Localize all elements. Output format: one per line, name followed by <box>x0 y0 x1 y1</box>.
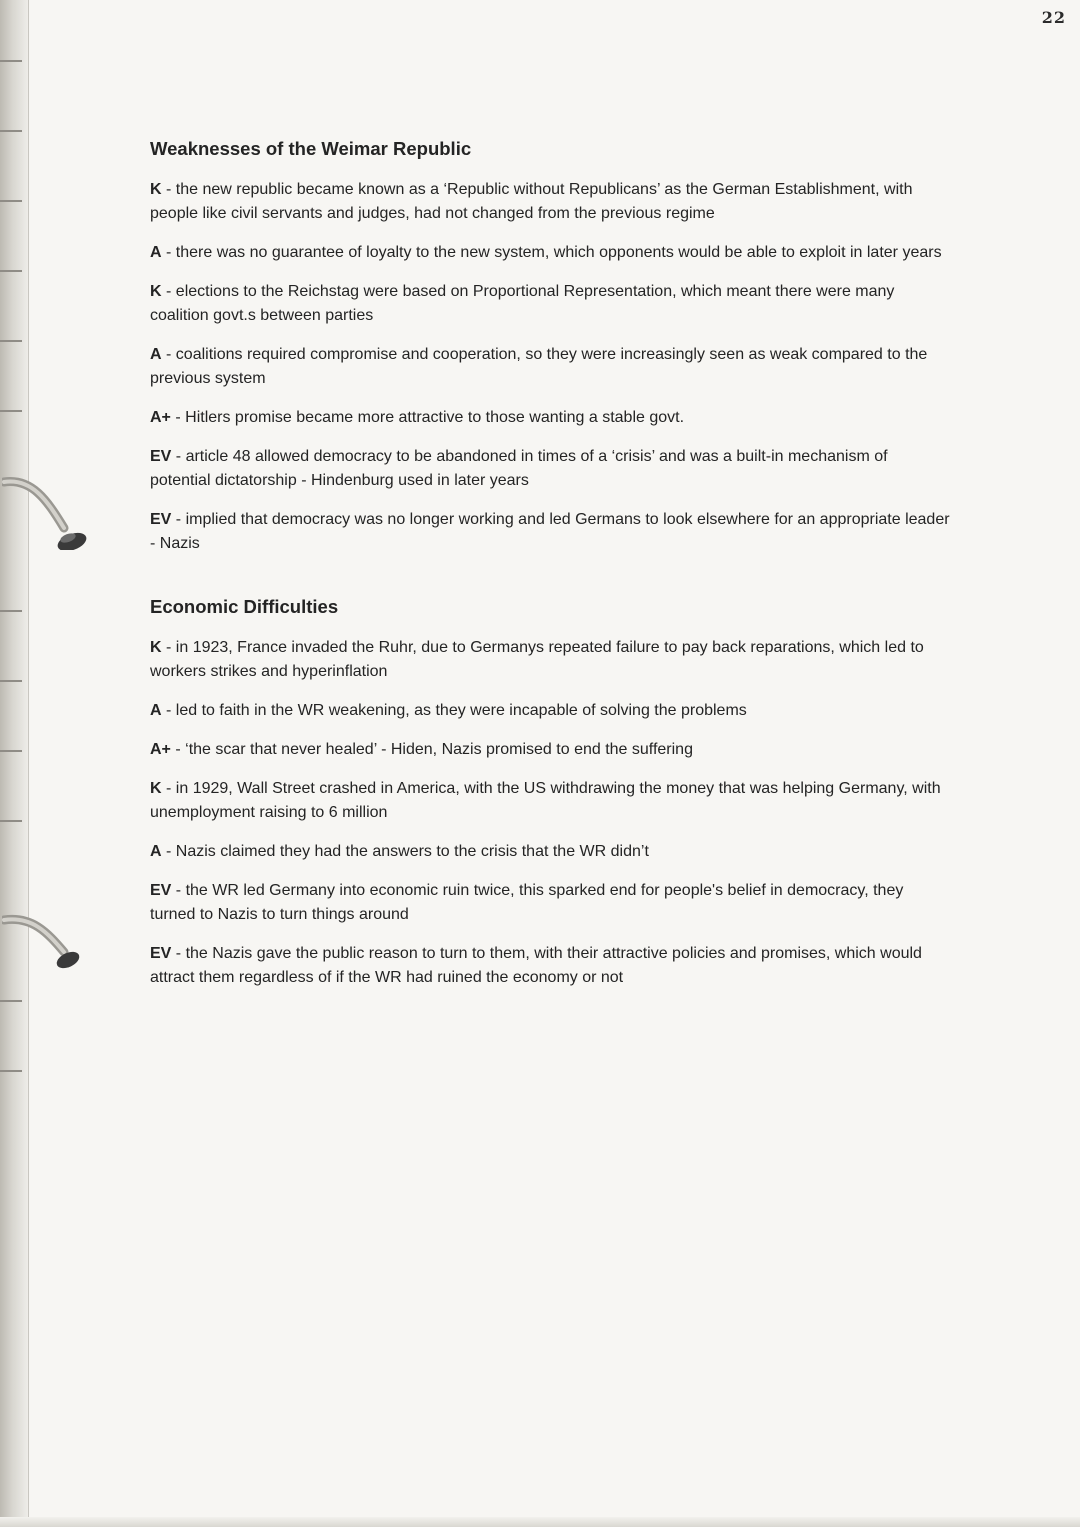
note-point <box>150 280 950 328</box>
note-tag: K <box>150 780 162 797</box>
note-tag: K <box>150 181 162 198</box>
note-point <box>150 738 950 762</box>
note-text: - the Nazis gave the public reason to turn to them, with their attractive policies and promises, which would attract them regardless of if the WR had ruined the economy or not <box>150 945 922 986</box>
note-text: - implied that democracy was no longer working and led Germans to look elsewhere for an appropriate leader - Nazis <box>150 511 950 552</box>
note-tag: A <box>150 244 162 261</box>
note-text: - led to faith in the WR weakening, as they were incapable of solving the problems <box>166 702 747 719</box>
note-tag: A <box>150 346 162 363</box>
notes-content <box>150 138 950 1005</box>
note-point <box>150 406 950 430</box>
note-point <box>150 636 950 684</box>
edge-tick <box>0 340 22 342</box>
page-number: 22 <box>1041 8 1066 27</box>
note-point <box>150 508 950 556</box>
binder-ring-icon <box>2 470 92 550</box>
note-text: - article 48 allowed democracy to be abandoned in times of a ‘crisis’ and was a built-in mechanism of potential dictatorship - Hindenburg used in later years <box>150 448 888 489</box>
note-point <box>150 241 950 265</box>
edge-tick <box>0 820 22 822</box>
edge-tick <box>0 680 22 682</box>
edge-tick <box>0 410 22 412</box>
section-economic-difficulties <box>150 596 950 990</box>
note-tag: EV <box>150 448 172 465</box>
edge-tick <box>0 750 22 752</box>
note-point <box>150 343 950 391</box>
note-point <box>150 840 950 864</box>
note-tag: A+ <box>150 409 171 426</box>
note-point <box>150 699 950 723</box>
note-point <box>150 445 950 493</box>
note-point <box>150 879 950 927</box>
note-text: - coalitions required compromise and cooperation, so they were increasingly seen as weak compared to the previous system <box>150 346 928 387</box>
note-text: - the new republic became known as a ‘Republic without Republicans’ as the German Establishment, with people like civil servants and judges, had not changed from the previous regime <box>150 181 913 222</box>
note-tag: EV <box>150 511 172 528</box>
note-tag: A <box>150 843 162 860</box>
edge-tick <box>0 1000 22 1002</box>
binder-edge <box>0 0 29 1527</box>
edge-tick <box>0 60 22 62</box>
edge-tick <box>0 130 22 132</box>
edge-tick <box>0 270 22 272</box>
note-text: - elections to the Reichstag were based on Proportional Representation, which meant there were many coalition govt.s between parties <box>150 283 895 324</box>
note-text: - Hitlers promise became more attractive to those wanting a stable govt. <box>175 409 685 426</box>
note-point <box>150 777 950 825</box>
edge-tick <box>0 1070 22 1072</box>
edge-tick <box>0 610 22 612</box>
note-tag: K <box>150 639 162 656</box>
note-text: - Nazis claimed they had the answers to the crisis that the WR didn’t <box>166 843 649 860</box>
note-tag: K <box>150 283 162 300</box>
section-title: Weaknesses of the Weimar Republic <box>150 138 472 159</box>
note-text: - in 1929, Wall Street crashed in America, with the US withdrawing the money that was helping Germany, with unemployment raising to 6 million <box>150 780 941 821</box>
note-text: - there was no guarantee of loyalty to the new system, which opponents would be able to exploit in later years <box>166 244 942 261</box>
note-tag: EV <box>150 945 172 962</box>
note-text: - ‘the scar that never healed’ - Hiden, Nazis promised to end the suffering <box>175 741 693 758</box>
note-tag: A <box>150 702 162 719</box>
note-tag: EV <box>150 882 172 899</box>
section-title: Economic Difficulties <box>150 596 339 617</box>
section-weaknesses <box>150 138 950 556</box>
page-bottom-edge <box>0 1517 1080 1527</box>
note-point <box>150 942 950 990</box>
note-tag: A+ <box>150 741 171 758</box>
note-text: - the WR led Germany into economic ruin twice, this sparked end for people's belief in democracy, they turned to Nazis to turn things around <box>150 882 904 923</box>
note-point <box>150 178 950 226</box>
binder-ring-icon <box>2 908 92 988</box>
note-text: - in 1923, France invaded the Ruhr, due to Germanys repeated failure to pay back reparations, which led to workers strikes and hyperinflation <box>150 639 924 680</box>
edge-tick <box>0 200 22 202</box>
